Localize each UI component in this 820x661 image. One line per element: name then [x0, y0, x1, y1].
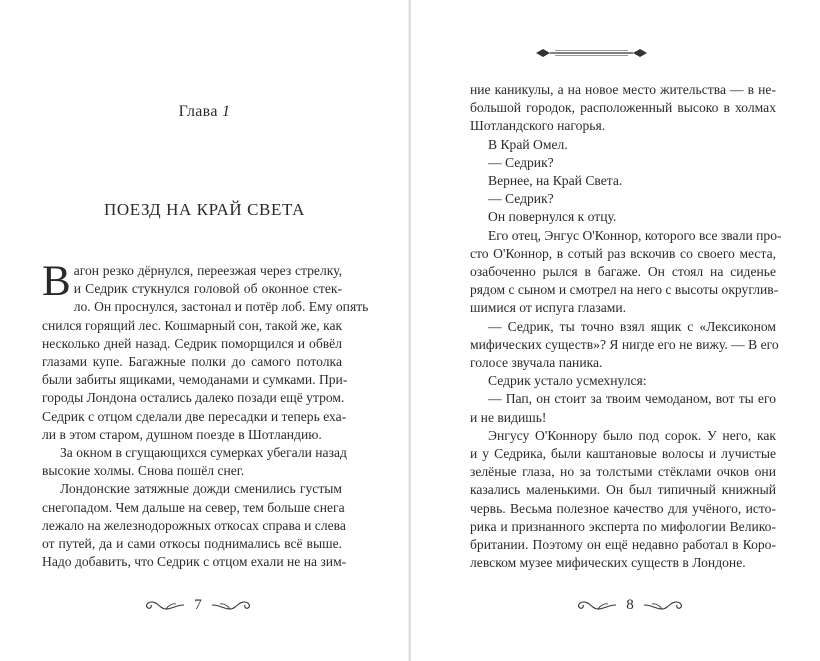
text-line: В Край Омел. — [488, 136, 568, 152]
text-line: глазами купе. Багажные полки до самого потолка — [42, 354, 342, 370]
left-body-text — [42, 258, 369, 571]
text-line: мифических существ»? Я нигде его не вижу. — В его — [470, 336, 779, 352]
text-line: Он повернулся к отцу. — [488, 209, 617, 225]
chapter-title: ПОЕЗД НА КРАЙ СВЕТА — [104, 200, 305, 219]
text-line: агон резко дёрнулся, переезжая через стрелку, — [73, 263, 342, 278]
text-line: городы Лондона остались далеко позади ещё утром. — [42, 390, 345, 406]
text-line: — Пап, он стоит за твоим чемоданом, вот ты его — [488, 391, 776, 407]
text-line: шимися от испуга глазами. — [470, 300, 627, 316]
text-line: ли в этом старом, душном поезде в Шотландию. — [42, 426, 322, 442]
drop-cap: В — [42, 258, 71, 305]
text-line: Лондонские затяжные дожди сменились густым — [60, 481, 342, 497]
text-line: от путей, да и сами откосы поднимались всё выше. — [42, 536, 342, 552]
flourish-left-icon — [142, 596, 186, 614]
page-footer-right — [560, 590, 700, 620]
text-line: — Седрик? — [488, 154, 554, 170]
text-line: Энгусу О'Коннору было под сорок. У него, как — [488, 427, 776, 443]
chapter-label — [0, 103, 409, 121]
text-line: озабоченно рылся в багаже. Он стоял на сиденье — [470, 264, 776, 280]
text-line: Вернее, на Край Света. — [488, 173, 623, 189]
text-line: Седрик устало усмехнулся: — [488, 373, 647, 389]
text-line: рика и признанного эксперта по мифологии Велико- — [470, 518, 776, 534]
text-line: снегопадом. Чем дальше на север, тем больше снега — [42, 499, 345, 515]
text-line: высокие холмы. Снова пошёл снег. — [42, 463, 245, 479]
text-line: — Седрик, ты точно взял ящик с «Лексиконом — [488, 318, 776, 334]
text-line: Шотландского нагорья. — [470, 118, 606, 134]
text-line: левском музее мифических существ в Лондоне. — [470, 555, 746, 571]
flourish-right-icon — [642, 596, 686, 614]
text-line: червь. Весьма полезное качество для учёного, исто- — [470, 500, 776, 516]
text-line: Надо добавить, что Седрик с отцом ехали не на зим- — [42, 554, 347, 570]
text-line: ние каникулы, а на новое место жительства — в не- — [470, 82, 776, 97]
chapter-number: 1 — [222, 103, 231, 120]
page-number: 8 — [626, 596, 634, 613]
text-line: и у Седрика, были каштановые волосы и лучистые — [470, 446, 776, 462]
chapter-label-text: Глава — [178, 103, 218, 120]
left-page — [0, 0, 409, 661]
right-body-text — [470, 81, 782, 572]
text-line: ло. Он проснулся, застонал и потёр лоб. Ему опять — [73, 299, 369, 315]
text-line: Его отец, Энгус О'Коннор, которого все звали про- — [488, 227, 782, 243]
text-line: снился горящий лес. Кошмарный сон, такой же, как — [42, 317, 343, 333]
text-line: сто О'Коннор, в сотый раз вскочив со своего места, — [470, 245, 776, 261]
text-line: За окном в сгущающихся сумерках убегали назад — [60, 445, 347, 461]
text-line: несколько дней назад. Седрик поморщился и обвёл — [42, 335, 342, 351]
text-line: казались маленькими. Он был типичный книжный — [470, 482, 776, 498]
text-line: рядом с сыном и смотрел на него с высоты округлив- — [470, 282, 779, 298]
text-line: и не видишь! — [470, 409, 547, 425]
text-line: большой городок, расположенный высоко в холмах — [470, 100, 776, 116]
header-ornament-icon — [533, 46, 650, 60]
text-line: голосе звучала паника. — [470, 355, 603, 371]
text-line: — Седрик? — [488, 191, 554, 207]
text-line: зелёные глаза, но за толстыми стёклами очков они — [470, 464, 776, 480]
text-line: лежало на железнодорожных откосах справа и слева — [42, 517, 346, 533]
flourish-left-icon — [574, 596, 618, 614]
page-number: 7 — [194, 596, 202, 613]
flourish-right-icon — [210, 596, 254, 614]
text-line: британии. Поэтому он ещё недавно работал в Коро- — [470, 537, 776, 553]
text-line: были забиты ящиками, чемоданами и сумками. При- — [42, 372, 348, 388]
text-line: Седрик с отцом сделали две пересадки и теперь еха- — [42, 408, 347, 424]
text-line: и Седрик стукнулся головой об оконное стек- — [73, 281, 342, 297]
page-footer-left — [128, 590, 268, 620]
